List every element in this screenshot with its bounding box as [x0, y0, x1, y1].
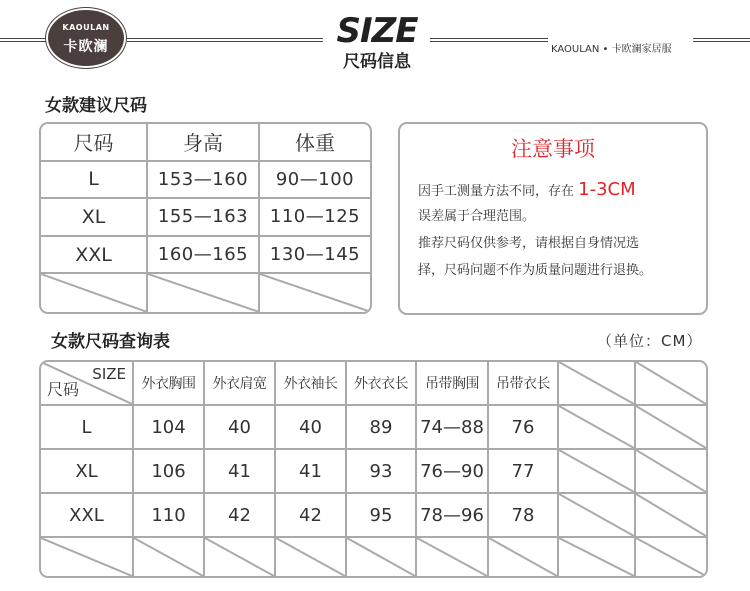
size-label: L	[41, 406, 134, 450]
notice-line-2: 误差属于合理范围。	[418, 209, 536, 224]
empty-cell	[559, 494, 636, 538]
empty-cell	[636, 538, 706, 576]
corner-size-label: SIZE	[92, 365, 126, 383]
header-rule-left	[0, 38, 48, 42]
table-cell: 110	[134, 494, 205, 538]
table-cell: 78	[489, 494, 559, 538]
table-cell: 41	[205, 450, 276, 494]
column-header: 外衣袖长	[276, 362, 347, 406]
column-header: 外衣衣长	[347, 362, 417, 406]
empty-cell	[260, 274, 370, 312]
size-label: XXL	[41, 237, 148, 275]
table-cell: 74—88	[417, 406, 489, 450]
empty-cell	[636, 494, 706, 538]
logo-text-en: KAOULAN	[62, 23, 110, 32]
empty-cell	[489, 538, 559, 576]
notice-line-1-text: 因手工测量方法不同，存在	[418, 184, 575, 199]
corner-header	[41, 362, 134, 406]
empty-cell	[417, 538, 489, 576]
table-cell: 42	[276, 494, 347, 538]
header-rule-right	[693, 38, 750, 42]
notice-box	[398, 122, 708, 315]
table-cell: 89	[347, 406, 417, 450]
notice-title: 注意事项	[511, 137, 595, 161]
table-cell: 42	[205, 494, 276, 538]
size-label: XL	[41, 199, 148, 237]
empty-cell	[636, 450, 706, 494]
empty-cell	[347, 538, 417, 576]
notice-line-3: 推荐尺码仅供参考，请根据自身情况选	[418, 236, 640, 251]
size-chart-title: 女款尺码查询表	[51, 332, 170, 352]
notice-tolerance: 1-3CM	[578, 179, 636, 200]
empty-cell	[559, 538, 636, 576]
size-label: XL	[41, 450, 134, 494]
size-label: L	[41, 162, 148, 200]
page-subtitle: 尺码信息	[343, 52, 411, 72]
empty-cell	[559, 406, 636, 450]
table-cell: 77	[489, 450, 559, 494]
notice-line-4: 择，尺码问题不作为质量问题进行退换。	[418, 263, 653, 278]
table-cell: 93	[347, 450, 417, 494]
corner-code-label: 尺码	[47, 380, 80, 399]
empty-cell	[41, 274, 148, 312]
size-chart-grid	[41, 362, 706, 576]
column-header: 吊带衣长	[489, 362, 559, 406]
table-cell: 76—90	[417, 450, 489, 494]
empty-cell	[559, 450, 636, 494]
unit-label: （单位：CM）	[597, 332, 703, 350]
table-cell: 40	[276, 406, 347, 450]
empty-cell	[559, 362, 636, 406]
empty-cell	[205, 538, 276, 576]
recommend-table	[39, 122, 372, 314]
brand-tagline: KAOULAN • 卡欧澜家居服	[551, 44, 672, 55]
table-cell: 41	[276, 450, 347, 494]
column-header: 外衣胸围	[134, 362, 205, 406]
brand-logo	[48, 10, 124, 66]
table-cell: 40	[205, 406, 276, 450]
column-header: 身高	[148, 124, 260, 162]
table-cell: 106	[134, 450, 205, 494]
empty-cell	[134, 538, 205, 576]
notice-line-1	[418, 179, 636, 200]
empty-cell	[41, 538, 134, 576]
size-label: XXL	[41, 494, 134, 538]
table-cell: 110—125	[260, 199, 370, 237]
column-header: 尺码	[41, 124, 148, 162]
empty-cell	[636, 362, 706, 406]
column-header: 吊带胸围	[417, 362, 489, 406]
table-cell: 160—165	[148, 237, 260, 275]
table-cell: 130—145	[260, 237, 370, 275]
column-header: 体重	[260, 124, 370, 162]
table-cell: 155—163	[148, 199, 260, 237]
page-title: SIZE	[336, 11, 418, 51]
column-header: 外衣肩宽	[205, 362, 276, 406]
recommend-grid	[41, 124, 370, 312]
table-cell: 90—100	[260, 162, 370, 200]
empty-cell	[148, 274, 260, 312]
table-cell: 104	[134, 406, 205, 450]
header-rule-middle-right	[430, 38, 548, 42]
table-cell: 95	[347, 494, 417, 538]
table-cell: 153—160	[148, 162, 260, 200]
table-cell: 78—96	[417, 494, 489, 538]
empty-cell	[276, 538, 347, 576]
table-cell: 76	[489, 406, 559, 450]
logo-text-cn: 卡欧澜	[63, 39, 109, 55]
recommend-title: 女款建议尺码	[45, 96, 147, 116]
empty-cell	[636, 406, 706, 450]
size-chart-table	[39, 360, 708, 578]
header-rule-middle-left	[127, 38, 323, 42]
